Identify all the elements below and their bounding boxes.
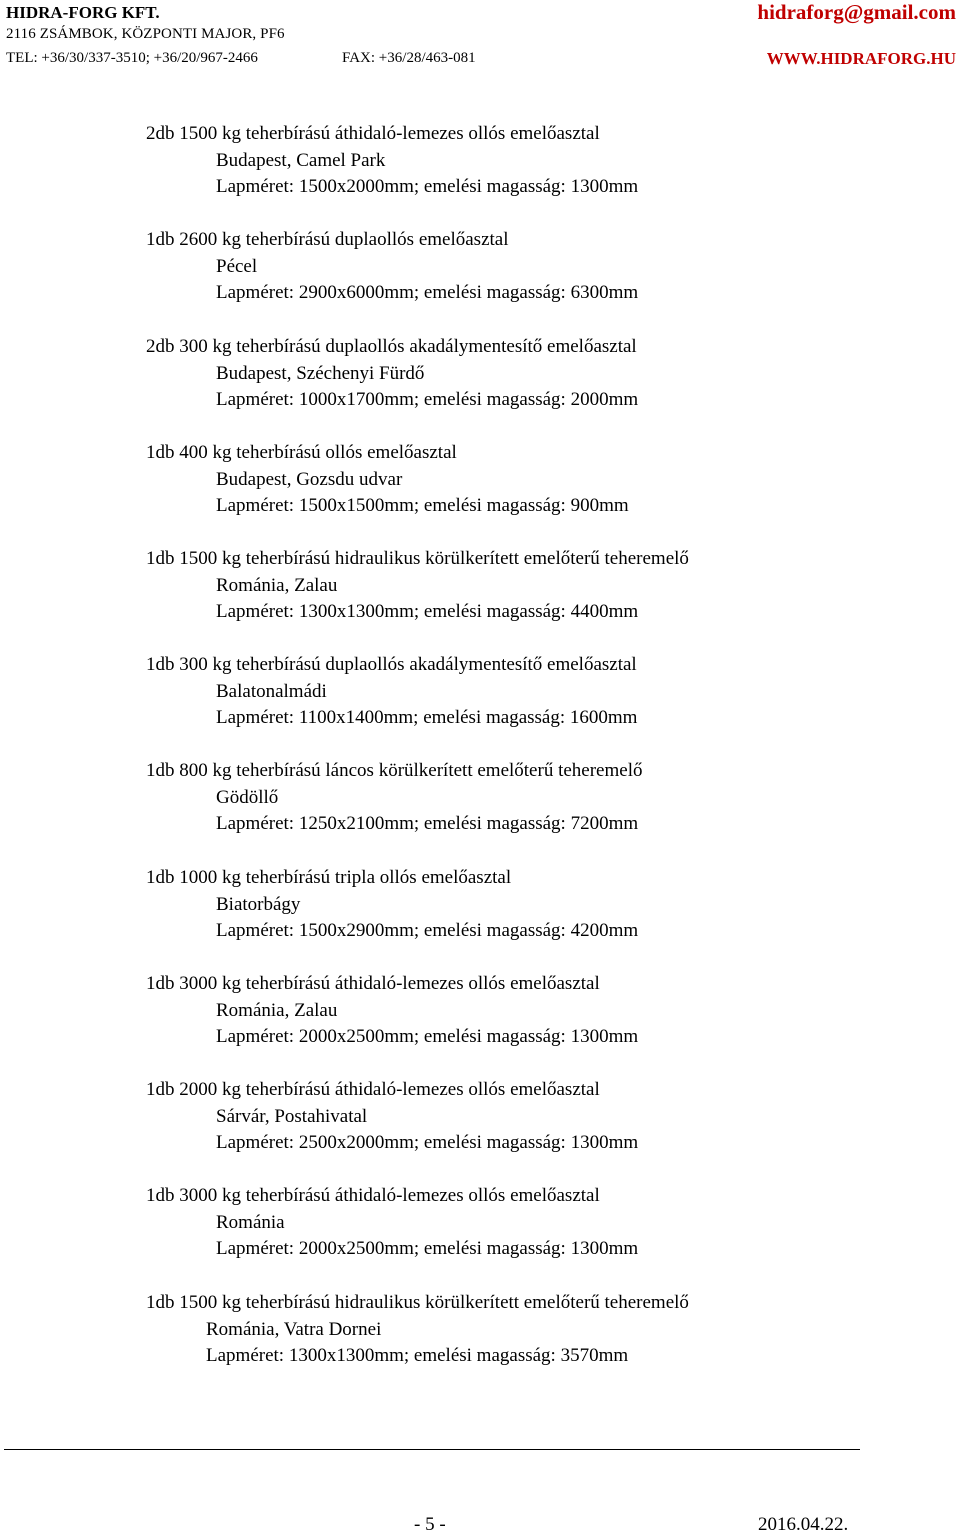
item-title: 1db 1500 kg teherbírású hidraulikus körülkerített emelőterű teheremelő (146, 548, 689, 569)
item-title: 1db 400 kg teherbírású ollós emelőasztal (146, 442, 457, 463)
page-number: - 5 - (414, 1514, 446, 1535)
item-title: 1db 2600 kg teherbírású duplaollós emelőasztal (146, 229, 509, 250)
item-title: 1db 300 kg teherbírású duplaollós akadálymentesítő emelőasztal (146, 654, 637, 675)
item-location: Pécel (216, 255, 258, 277)
list-item (0, 758, 960, 838)
item-spec: Lapméret: 1500x2900mm; emelési magasság: 4200mm (216, 920, 639, 942)
item-title: 1db 1500 kg teherbírású hidraulikus körülkerített emelőterű teheremelő (146, 1292, 689, 1313)
item-location: Biatorbágy (216, 893, 301, 915)
item-location: Budapest, Camel Park (216, 149, 386, 171)
item-spec: Lapméret: 1000x1700mm; emelési magasság: 2000mm (216, 389, 639, 411)
item-spec: Lapméret: 1250x2100mm; emelési magasság: 7200mm (216, 813, 639, 835)
item-location: Románia, Zalau (216, 999, 338, 1021)
item-location: Balatonalmádi (216, 680, 327, 702)
item-location: Budapest, Széchenyi Fürdő (216, 362, 425, 384)
item-title: 2db 300 kg teherbírású duplaollós akadálymentesítő emelőasztal (146, 336, 637, 357)
list-item (0, 652, 960, 732)
list-item (0, 440, 960, 520)
list-item (0, 1183, 960, 1263)
item-spec: Lapméret: 2900x6000mm; emelési magasság: 6300mm (216, 282, 639, 304)
list-item (0, 1290, 960, 1370)
list-item (0, 334, 960, 414)
list-item (0, 546, 960, 626)
item-title: 2db 1500 kg teherbírású áthidaló-lemezes ollós emelőasztal (146, 123, 600, 144)
item-title: 1db 800 kg teherbírású láncos körülkerített emelőterű teheremelő (146, 760, 643, 781)
item-location: Románia, Zalau (216, 574, 338, 596)
item-location: Gödöllő (216, 786, 279, 808)
website-link[interactable]: WWW.HIDRAFORG.HU (766, 49, 956, 68)
item-spec: Lapméret: 1500x2000mm; emelési magasság: 1300mm (216, 176, 639, 198)
list-item (0, 227, 960, 307)
item-spec: Lapméret: 2500x2000mm; emelési magasság: 1300mm (216, 1132, 639, 1154)
item-location: Románia (216, 1211, 285, 1233)
item-spec: Lapméret: 1500x1500mm; emelési magasság: 900mm (216, 495, 629, 517)
list-item (0, 121, 960, 201)
company-address: 2116 ZSÁMBOK, KÖZPONTI MAJOR, PF6 (6, 26, 285, 42)
item-spec: Lapméret: 1300x1300mm; emelési magasság: 4400mm (216, 601, 639, 623)
item-location: Budapest, Gozsdu udvar (216, 468, 403, 490)
company-fax: FAX: +36/28/463-081 (342, 50, 476, 66)
item-title: 1db 2000 kg teherbírású áthidaló-lemezes ollós emelőasztal (146, 1079, 600, 1100)
list-item (0, 971, 960, 1051)
footer-divider (4, 1449, 860, 1450)
company-phones: TEL: +36/30/337-3510; +36/20/967-2466 (6, 50, 258, 66)
item-location: Sárvár, Postahivatal (216, 1105, 368, 1127)
item-title: 1db 1000 kg teherbírású tripla ollós emelőasztal (146, 867, 512, 888)
item-location: Románia, Vatra Dornei (206, 1318, 382, 1340)
item-spec: Lapméret: 1300x1300mm; emelési magasság: 3570mm (206, 1345, 629, 1367)
item-spec: Lapméret: 1100x1400mm; emelési magasság: 1600mm (216, 707, 638, 729)
email-link[interactable]: hidraforg@gmail.com (757, 0, 956, 24)
company-name: HIDRA-FORG KFT. (6, 3, 160, 22)
item-spec: Lapméret: 2000x2500mm; emelési magasság: 1300mm (216, 1238, 639, 1260)
item-title: 1db 3000 kg teherbírású áthidaló-lemezes ollós emelőasztal (146, 973, 600, 994)
item-spec: Lapméret: 2000x2500mm; emelési magasság: 1300mm (216, 1026, 639, 1048)
list-item (0, 1077, 960, 1157)
footer-date: 2016.04.22. (758, 1514, 849, 1535)
list-item (0, 865, 960, 945)
item-title: 1db 3000 kg teherbírású áthidaló-lemezes ollós emelőasztal (146, 1185, 600, 1206)
